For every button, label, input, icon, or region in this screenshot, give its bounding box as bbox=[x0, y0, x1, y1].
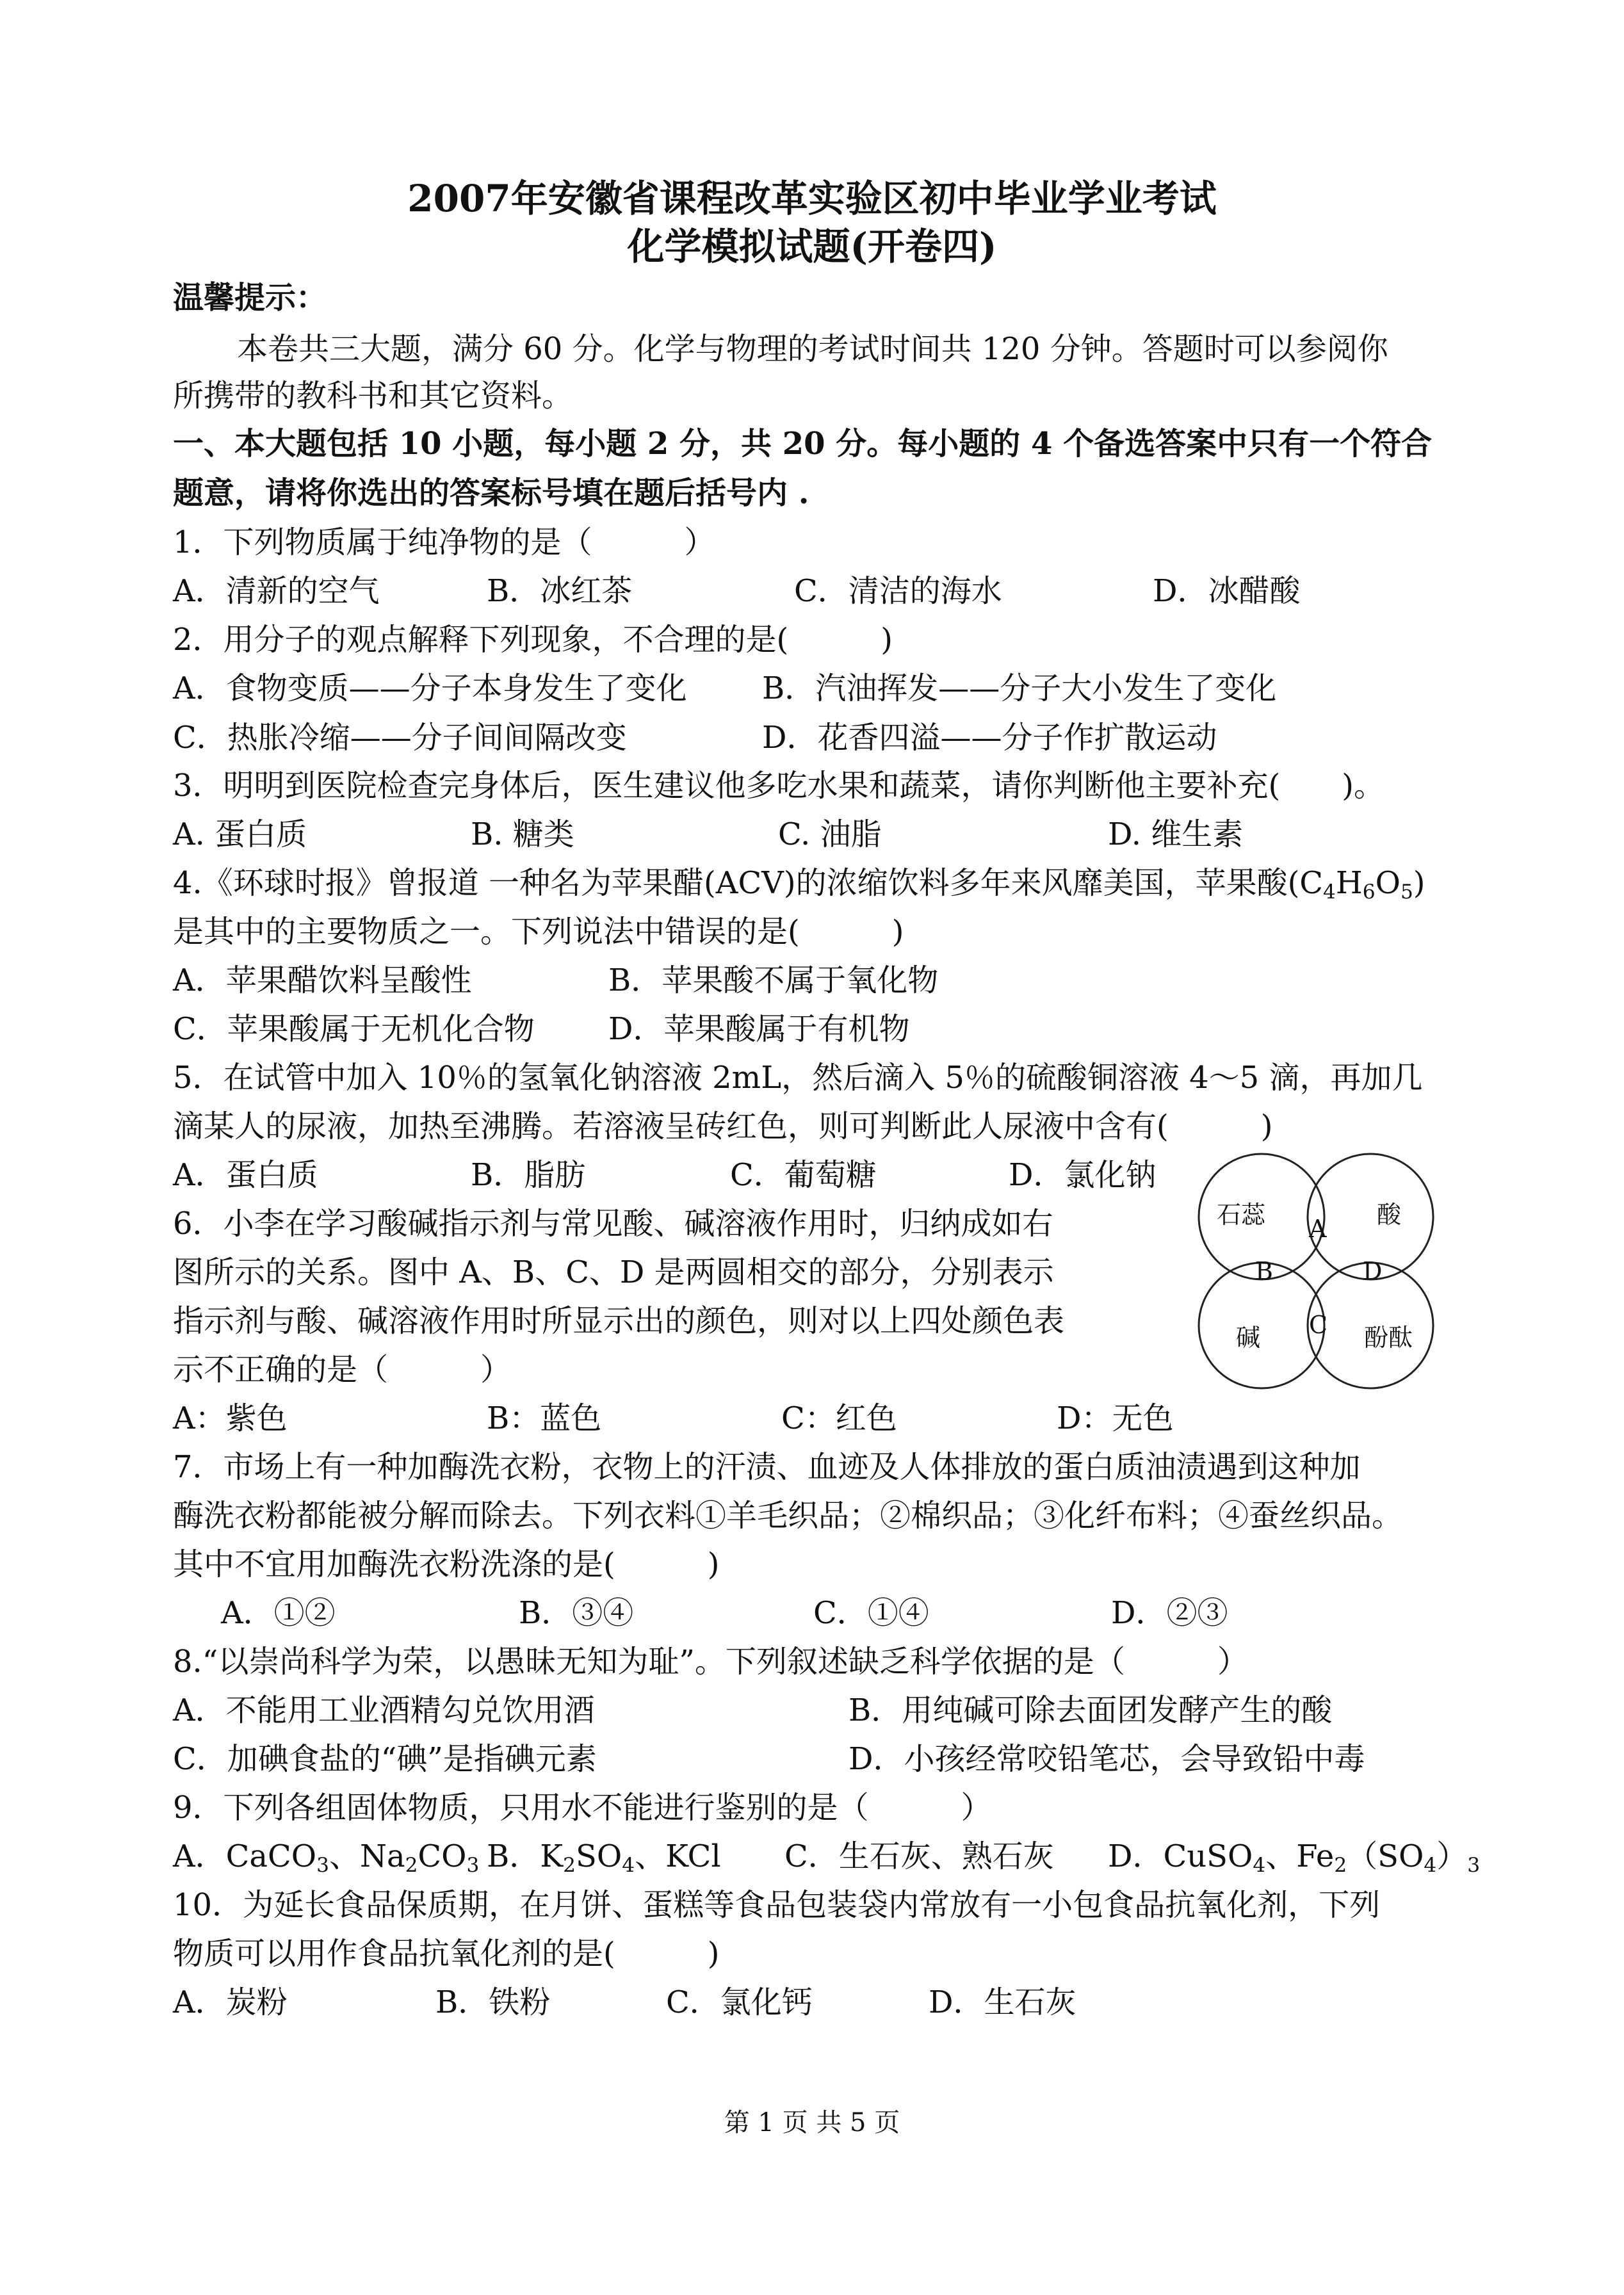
q3-option-c: C. 油脂 bbox=[778, 816, 882, 852]
q4-option-d: D．苹果酸属于有机物 bbox=[608, 1011, 910, 1047]
q7-option-c: C．①④ bbox=[813, 1595, 929, 1631]
venn-region-b: B bbox=[1255, 1257, 1273, 1285]
q7-option-a: A．①② bbox=[221, 1595, 336, 1631]
q3-option-a: A. 蛋白质 bbox=[173, 816, 307, 852]
q1-stem: 1．下列物质属于纯净物的是（ ） bbox=[173, 524, 715, 560]
q7-stem-line3: 其中不宜用加酶洗衣粉洗涤的是( ) bbox=[173, 1546, 720, 1582]
q6-stem-line4: 示不正确的是（ ） bbox=[173, 1352, 512, 1388]
q10-option-c: C．氯化钙 bbox=[666, 1984, 813, 2020]
q5-stem-line1: 5．在试管中加入 10％的氢氧化钠溶液 2mL，然后滴入 5％的硫酸铜溶液 4～5 滴，再加几 bbox=[173, 1060, 1423, 1096]
notice-line1: 本卷共三大题，满分 60 分。化学与物理的考试时间共 120 分钟。答题时可以参阅你 bbox=[237, 331, 1388, 367]
q4-stem-line1: 4.《环球时报》曾报道 一种名为苹果醋(ACV)的浓缩饮料多年来风靡美国，苹果酸$(C_4H_6O_5)$ bbox=[173, 865, 1425, 904]
q1-option-b: B．冰红茶 bbox=[487, 573, 633, 609]
q2-option-b: B．汽油挥发——分子大小发生了变化 bbox=[762, 670, 1277, 706]
venn-region-d: D bbox=[1363, 1257, 1383, 1285]
page-number-footer: 第 1 页 共 5 页 bbox=[724, 2108, 900, 2137]
q10-stem-line1: 10．为延长食品保质期，在月饼、蛋糕等食品包装袋内常放有一小包食品抗氧化剂，下列 bbox=[173, 1887, 1381, 1923]
q1-option-c: C．清洁的海水 bbox=[794, 573, 1002, 609]
q1-option-d: D．冰醋酸 bbox=[1153, 573, 1301, 609]
section1-line2: 题意，请将你选出的答案标号填在题后括号内 . bbox=[173, 475, 809, 511]
q3-option-d: D. 维生素 bbox=[1108, 816, 1244, 852]
q10-option-d: D．生石灰 bbox=[929, 1984, 1076, 2020]
q7-stem-line1: 7．市场上有一种加酶洗衣粉，衣物上的汗渍、血迹及人体排放的蛋白质油渍遇到这种加 bbox=[173, 1449, 1361, 1485]
q6-stem-line1: 6．小李在学习酸碱指示剂与常见酸、碱溶液作用时，归纳成如右 bbox=[173, 1206, 1053, 1242]
q6-stem-line2: 图所示的关系。图中 A、B、C、D 是两圆相交的部分，分别表示 bbox=[173, 1254, 1054, 1290]
section1-line1: 一、本大题包括 10 小题，每小题 2 分，共 20 分。每小题的 4 个备选答案中只有一个符合 bbox=[173, 426, 1433, 462]
q8-option-b: B．用纯碱可除去面团发酵产生的酸 bbox=[849, 1692, 1333, 1728]
notice-label: 温馨提示： bbox=[173, 280, 327, 316]
exam-title-line2: 化学模拟试题(开卷四) bbox=[627, 225, 997, 268]
q9-stem: 9．下列各组固体物质，只用水不能进行鉴别的是（ ） bbox=[173, 1790, 992, 1826]
q5-option-c: C．葡萄糖 bbox=[730, 1157, 877, 1193]
q3-stem: 3．明明到医院检查完身体后，医生建议他多吃水果和蔬菜，请你判断他主要补充( )。 bbox=[173, 768, 1384, 804]
q8-option-c: C．加碘食盐的“碘”是指碘元素 bbox=[173, 1741, 597, 1777]
q10-option-a: A．炭粉 bbox=[173, 1984, 288, 2020]
q4-option-b: B．苹果酸不属于氧化物 bbox=[608, 962, 939, 998]
q6-stem-line3: 指示剂与酸、碱溶液作用时所显示出的颜色，则对以上四处颜色表 bbox=[173, 1303, 1065, 1339]
q6-option-d: D：无色 bbox=[1057, 1400, 1174, 1436]
venn-label-acid: 酸 bbox=[1377, 1201, 1402, 1229]
venn-label-litmus: 石蕊 bbox=[1217, 1201, 1266, 1229]
q9-option-a: A．CaCO$_3$、$Na_2CO_3$ bbox=[173, 1838, 480, 1877]
q6-option-b: B：蓝色 bbox=[487, 1400, 602, 1436]
q3-option-b: B. 糖类 bbox=[471, 816, 574, 852]
q6-option-c: C：红色 bbox=[781, 1400, 897, 1436]
venn-label-base: 碱 bbox=[1236, 1324, 1261, 1352]
q4-stem-line2: 是其中的主要物质之一。下列说法中错误的是( ) bbox=[173, 914, 904, 950]
q5-option-b: B．脂肪 bbox=[471, 1157, 586, 1193]
indicator-venn-diagram bbox=[1191, 1146, 1441, 1396]
venn-label-phenolphthalein: 酚酞 bbox=[1364, 1324, 1413, 1352]
q7-stem-line2: 酶洗衣粉都能被分解而除去。下列衣料①羊毛织品；②棉织品；③化纤布料；④蚕丝织品。 bbox=[173, 1498, 1403, 1534]
q2-stem: 2．用分子的观点解释下列现象，不合理的是( ) bbox=[173, 622, 893, 658]
q6-option-a: A：紫色 bbox=[173, 1400, 288, 1436]
q8-stem: 8.“以崇尚科学为荣，以愚昧无知为耻”。下列叙述缺乏科学依据的是（ ） bbox=[173, 1644, 1248, 1680]
venn-region-a: A bbox=[1309, 1215, 1327, 1243]
q7-option-b: B．③④ bbox=[519, 1595, 634, 1631]
q2-option-c: C．热胀冷缩——分子间间隔改变 bbox=[173, 720, 627, 756]
q10-stem-line2: 物质可以用作食品抗氧化剂的是( ) bbox=[173, 1936, 720, 1972]
q1-option-a: A．清新的空气 bbox=[173, 573, 380, 609]
q9-option-b: B．$K_2SO_4$、KCl bbox=[487, 1838, 721, 1877]
q8-option-a: A．不能用工业酒精勾兑饮用酒 bbox=[173, 1692, 595, 1728]
q5-option-d: D．氯化钠 bbox=[1009, 1157, 1157, 1193]
q7-option-d: D．②③ bbox=[1111, 1595, 1228, 1631]
q8-option-d: D．小孩经常咬铅笔芯，会导致铅中毒 bbox=[849, 1741, 1365, 1777]
q9-option-c: C．生石灰、熟石灰 bbox=[784, 1838, 1054, 1874]
exam-title-line1: 2007年安徽省课程改革实验区初中毕业学业考试 bbox=[407, 177, 1217, 220]
venn-region-c: C bbox=[1309, 1311, 1328, 1339]
q4-option-c: C．苹果酸属于无机化合物 bbox=[173, 1011, 535, 1047]
q10-option-b: B．铁粉 bbox=[435, 1984, 551, 2020]
notice-line2: 所携带的教科书和其它资料。 bbox=[173, 378, 573, 414]
q2-option-d: D．花香四溢——分子作扩散运动 bbox=[762, 720, 1217, 756]
q4-option-a: A．苹果醋饮料呈酸性 bbox=[173, 962, 472, 998]
q5-option-a: A．蛋白质 bbox=[173, 1157, 318, 1193]
q9-option-d: D．CuSO$_4$、$Fe_2(SO_4)_3$ bbox=[1108, 1838, 1481, 1877]
q2-option-a: A．食物变质——分子本身发生了变化 bbox=[173, 670, 687, 706]
q5-stem-line2: 滴某人的尿液，加热至沸腾。若溶液呈砖红色，则可判断此人尿液中含有( ) bbox=[173, 1108, 1273, 1144]
